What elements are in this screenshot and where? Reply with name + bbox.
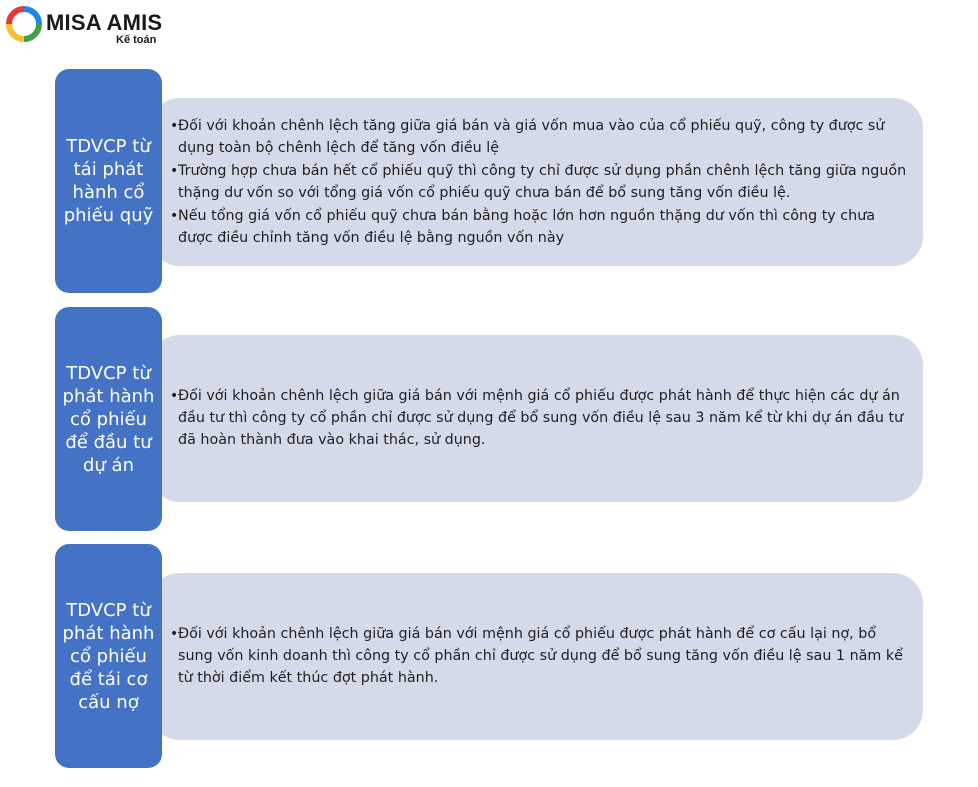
bullet-item: • Nếu tổng giá vốn cổ phiếu quỹ chưa bán bằng hoặc lớn hơn nguồn thặng dư vốn thì công ty chưa được điều chỉnh tăng vốn điều lệ bằng nguồn vốn này bbox=[170, 205, 910, 249]
content-text-2 bbox=[170, 335, 910, 502]
bullet-item: • Đối với khoản chênh lệch tăng giữa giá bán và giá vốn mua vào của cổ phiếu quỹ, công ty được sử dụng toàn bộ chênh lệch để tăng vốn điều lệ bbox=[170, 115, 910, 159]
logo bbox=[6, 6, 176, 50]
bullet-item: • Đối với khoản chênh lệch giữa giá bán với mệnh giá cổ phiếu được phát hành để thực hiện các dự án đầu tư thì công ty cổ phần chỉ được sử dụng để bổ sung vốn điều lệ sau 3 năm kể từ khi dự án đầu tư đã hoàn thành đưa vào khai thác, sử dụng. bbox=[170, 385, 910, 451]
category-label-2: TDVCP từ phát hành cổ phiếu để đầu tư dự án bbox=[62, 362, 155, 476]
content-text-3 bbox=[170, 573, 910, 740]
category-label-3: TDVCP từ phát hành cổ phiếu để tái cơ cấu nợ bbox=[62, 599, 155, 713]
category-box-1 bbox=[55, 69, 162, 293]
category-box-2 bbox=[55, 307, 162, 531]
bullet-item: • Đối với khoản chênh lệch giữa giá bán với mệnh giá cổ phiếu được phát hành để cơ cấu lại nợ, bổ sung vốn kinh doanh thì công ty cổ phần chỉ được sử dụng để bổ sung tăng vốn điều lệ sau 1 năm kể từ thời điểm kết thúc đợt phát hành. bbox=[170, 623, 910, 689]
category-label-1: TDVCP từ tái phát hành cổ phiếu quỹ bbox=[63, 136, 154, 226]
misa-logo-icon bbox=[6, 6, 42, 42]
content-text-1 bbox=[170, 98, 910, 266]
category-box-3 bbox=[55, 544, 162, 768]
logo-subtitle: Kế toán bbox=[116, 34, 157, 46]
bullet-item: • Trường hợp chưa bán hết cổ phiếu quỹ thì công ty chỉ được sử dụng phần chênh lệch tăng giữa nguồn thặng dư vốn so với tổng giá vốn cổ phiếu quỹ chưa bán để bổ sung tăng vốn điều lệ. bbox=[170, 160, 910, 204]
logo-name: MISA AMIS bbox=[46, 10, 163, 35]
